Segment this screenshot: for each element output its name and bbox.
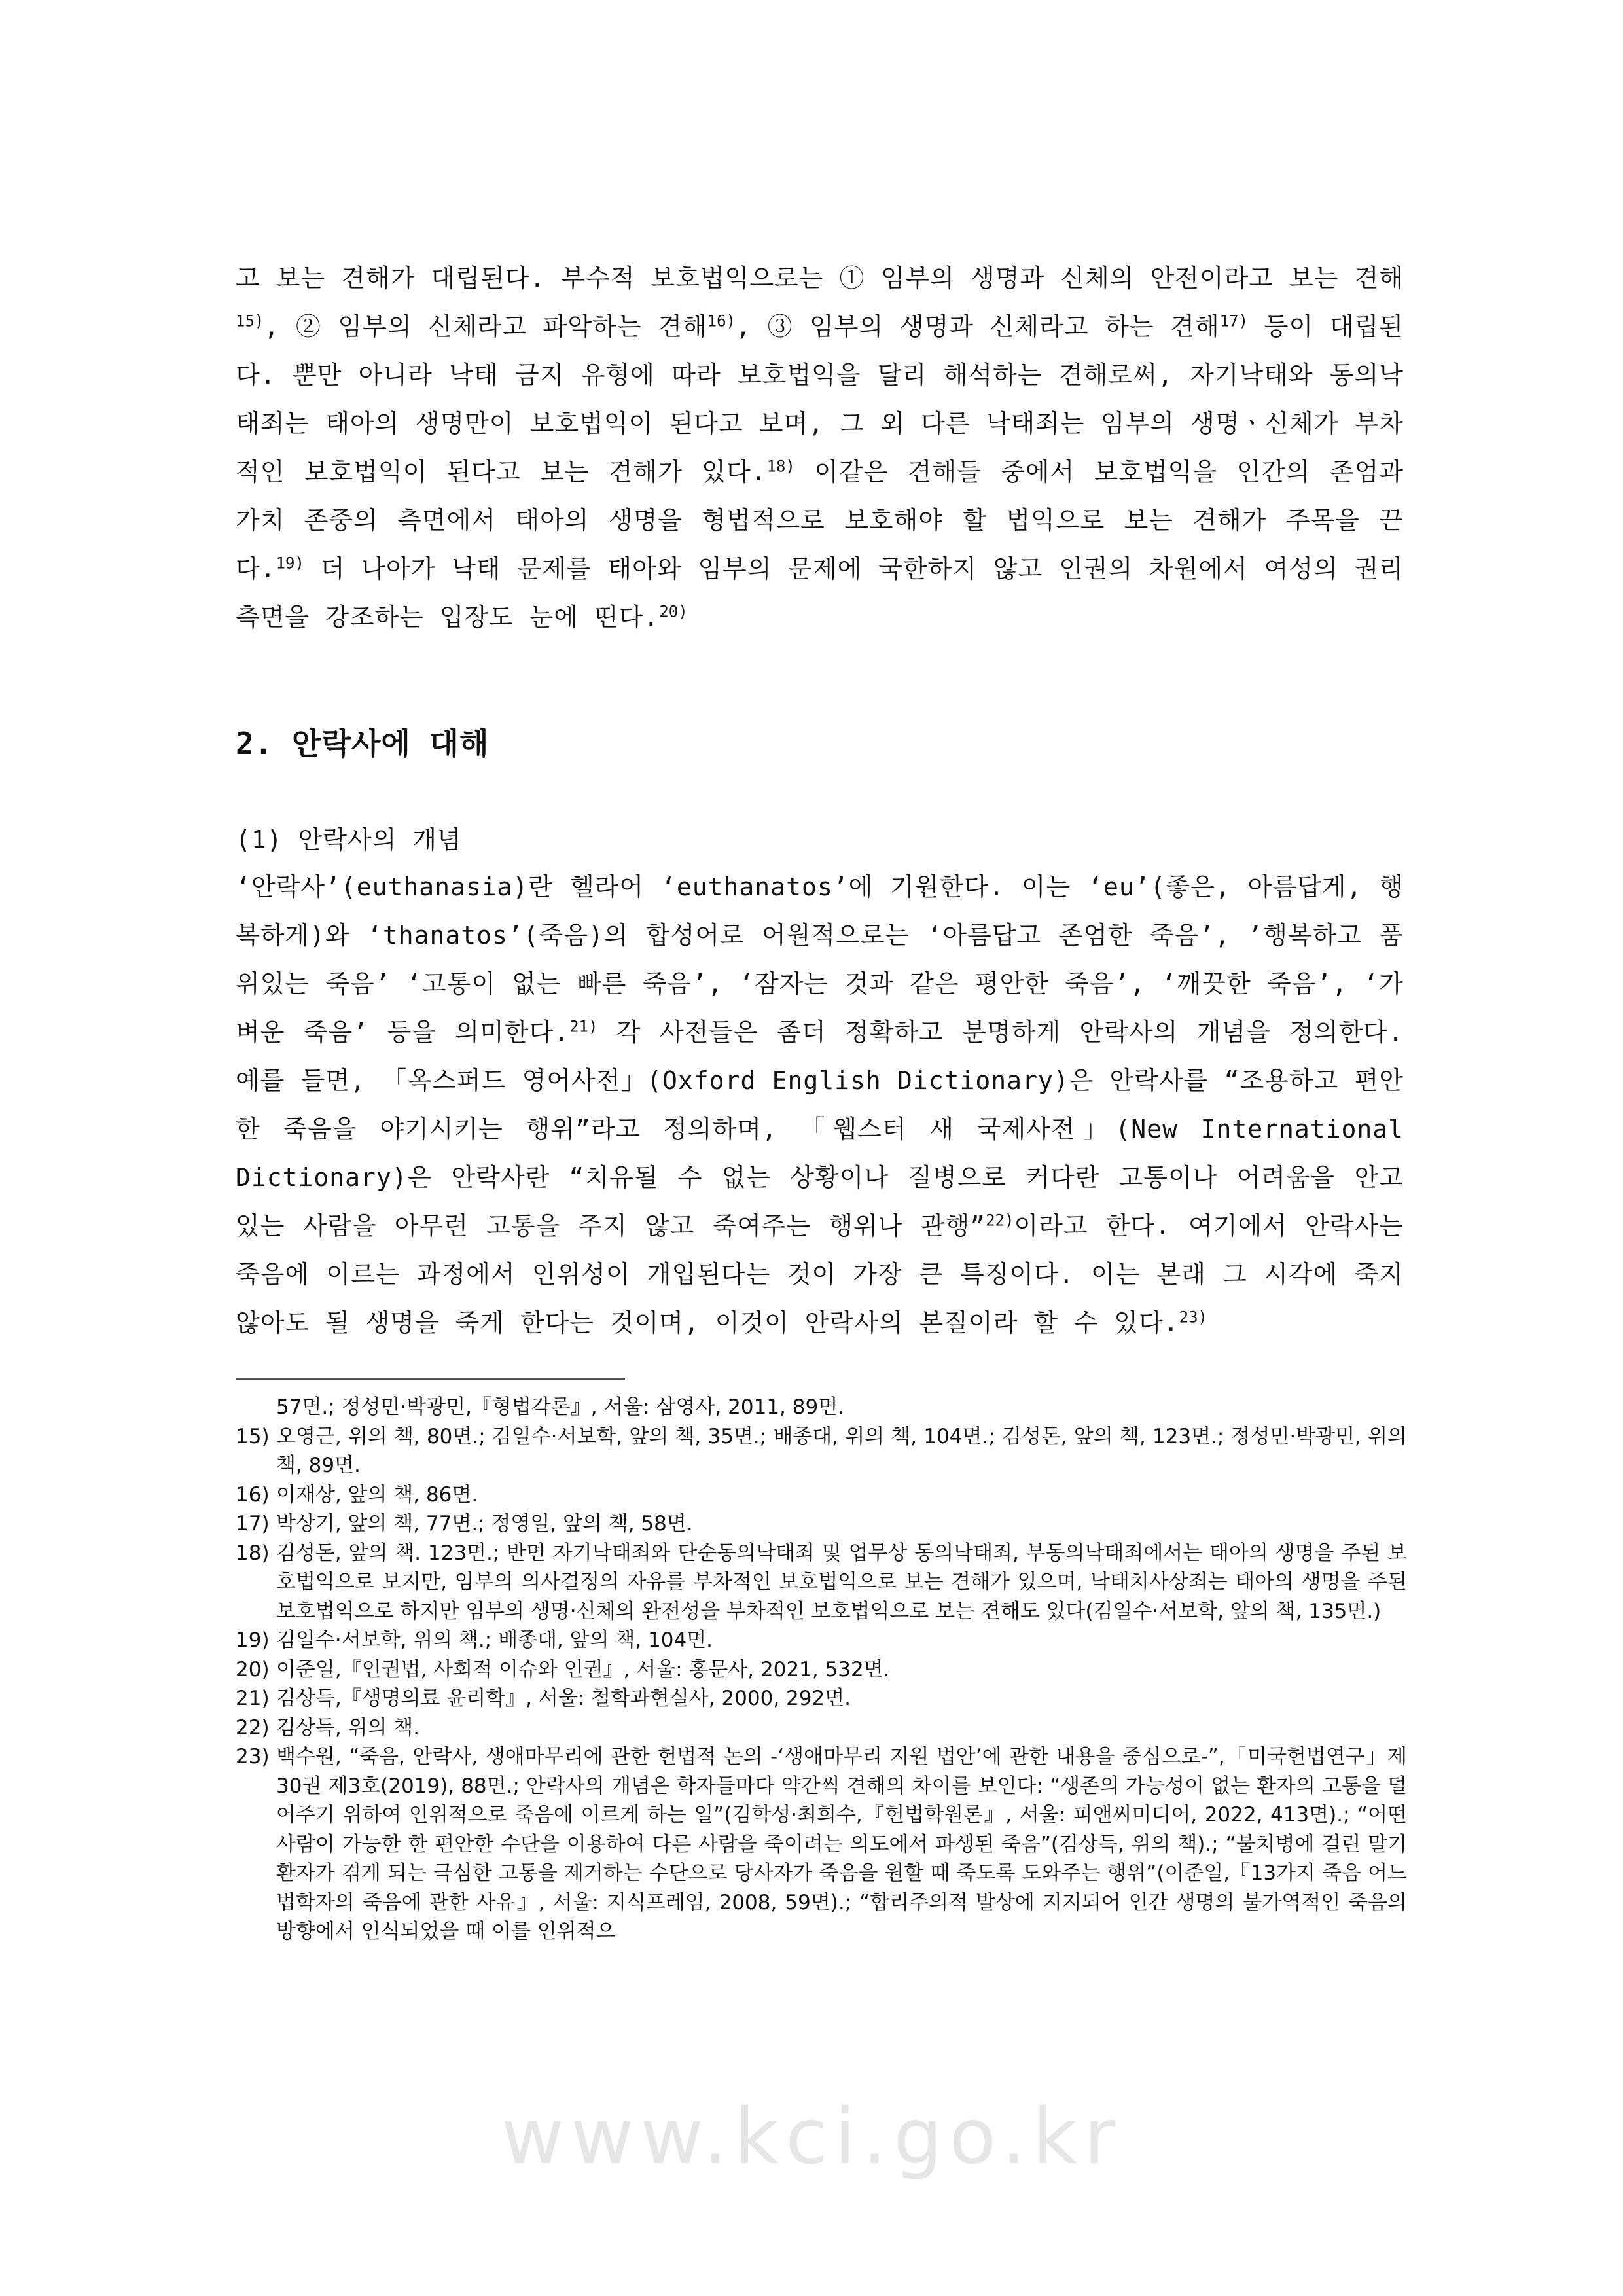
footnote-ref[interactable]: 21) (569, 1017, 598, 1036)
footnote-ref[interactable]: 20) (659, 602, 688, 621)
paragraph-text: ‘안락사’(euthanasia)란 헬라어 ‘euthanatos’에 기원한다. 이는 ‘eu’(좋은, 아름답게, 행복하게)와 ‘thanatos’(죽음)의 합성어로 어원적으로는 ‘아름답고 존엄한 죽음’, ’행복하고 품위있는 죽음’ ‘고통이 없는 빠른 죽음’, ‘잠자는 것과 같은 평안한 죽음’, ‘깨끗한 죽음’, ‘가벼운 죽음’ 등을 의미한다. (236, 872, 1404, 1047)
footnote-ref[interactable]: 22) (986, 1211, 1014, 1230)
footnote (236, 1684, 1407, 1713)
paragraph-text: 고 보는 견해가 대립된다. 부수적 보호법익으로는 ① 임부의 생명과 신체의 안전이라고 보는 견해 (236, 264, 1404, 293)
section-heading: 2. 안락사에 대해 (236, 726, 490, 761)
subsection-heading: (1) 안락사의 개념 (236, 825, 462, 854)
paragraph-text: 이라고 한다. 여기에서 안락사는 죽음에 이르는 과정에서 인위성이 개입된다는 것이 가장 큰 특징이다. 이는 본래 그 시각에 죽지 않아도 될 생명을 죽게 한다는 것이며, 이것이 안락사의 본질이라 할 수 있다. (236, 1211, 1404, 1337)
footnote (236, 1655, 1407, 1685)
footnote-ref[interactable]: 16) (707, 312, 736, 331)
body-paragraph (236, 863, 1404, 1347)
footnote-number: 18) (236, 1541, 270, 1565)
footnote-text: 박상기, 앞의 책, 77면.; 정영일, 앞의 책, 58면. (276, 1512, 693, 1535)
footnote-number: 17) (236, 1512, 270, 1535)
paragraph-text: , ② 임부의 신체라고 파악하는 견해 (264, 312, 707, 341)
paragraph-text: , ③ 임부의 생명과 신체라고 하는 견해 (736, 312, 1220, 341)
body-paragraph (236, 254, 1404, 641)
footnote-text: 김일수·서보학, 위의 책.; 배종대, 앞의 책, 104면. (276, 1628, 713, 1652)
footnote-carryover: 57면.; 정성민·박광민,『형법각론』, 서울: 삼영사, 2011, 89면. (276, 1395, 845, 1419)
footnote (236, 1422, 1407, 1480)
footnote-ref[interactable]: 18) (766, 457, 795, 476)
footnote-text: 백수원, “죽음, 안락사, 생애마무리에 관한 헌법적 논의 -‘생애마무리 지원 법안’에 관한 내용을 중심으로-”,「미국헌법연구」제30권 제3호(2019), 88면.; 안락사의 개념은 학자들마다 약간씩 견해의 차이를 보인다: “생존의 가능성이 없는 환자의 고통을 덜어주기 위하여 인위적으로 죽음에 이르게 하는 일”(김학성·최희수,『헌법학원론』, 서울: 피앤씨미디어, 2022, 413면).; “어떤 사람이 가능한 한 편안한 수단을 이용하여 다른 사람을 죽이려는 의도에서 파생된 죽음”(김상득, 위의 책).; “불치병에 걸린 말기 환자가 겪게 되는 극심한 고통을 제거하는 수단으로 당사자가 죽음을 원할 때 죽도록 도와주는 행위”(이준일,『13가지 죽음 어느 법학자의 죽음에 관한 사유』, 서울: 지식프레임, 2008, 59면).; “합리주의적 발상에 지지되어 인간 생명의 불가역적인 죽음의 방향에서 인식되었을 때 이를 인위적으 (276, 1745, 1407, 1943)
footnote-number: 22) (236, 1715, 270, 1740)
footnote (236, 1742, 1407, 1946)
paragraph-text: 등이 대립된다. 뿐만 아니라 낙태 금지 유형에 따라 보호법익을 달리 해석하는 견해로써, 자기낙태와 동의낙태죄는 태아의 생명만이 보호법익이 된다고 보며, 그 외 다른 낙태죄는 임부의 생명ㆍ신체가 부차적인 보호법익이 된다고 보는 견해가 있다. (236, 312, 1404, 486)
footnote-text: 김상득, 위의 책. (276, 1715, 420, 1740)
paragraph-text: 이같은 견해들 중에서 보호법익을 인간의 존엄과 가치 존중의 측면에서 태아의 생명을 형법적으로 보호해야 할 법익으로 보는 견해가 주목을 끈다. (236, 457, 1404, 583)
footnote-ref[interactable]: 17) (1219, 312, 1249, 331)
footnote (236, 1539, 1407, 1626)
footnote-number: 21) (236, 1687, 270, 1710)
footnotes (236, 1393, 1407, 1946)
footnote (236, 1480, 1407, 1510)
footnote-ref[interactable]: 23) (1179, 1308, 1208, 1327)
paragraph-text: 더 나아가 낙태 문제를 태아와 임부의 문제에 국한하지 않고 인권의 차원에서 여성의 권리 측면을 강조하는 입장도 눈에 띤다. (236, 554, 1404, 632)
footnote-text: 이준일,『인권법, 사회적 이슈와 인권』, 서울: 홍문사, 2021, 532면. (276, 1657, 890, 1681)
paragraph-text: 각 사전들은 좀더 정확하고 분명하게 안락사의 개념을 정의한다. 예를 들면, 「옥스퍼드 영어사전」(Oxford English Dictionary)은 안락사를 “조용하고 편안한 죽음을 야기시키는 행위”라고 정의하며, 「웹스터 새 국제사전」(New International Dictionary)은 안락사란 “치유될 수 없는 상황이나 질병으로 커다란 고통이나 어려움을 안고 있는 사람을 아무런 고통을 주지 않고 죽여주는 행위나 관행” (236, 1018, 1404, 1240)
footnote (236, 1509, 1407, 1539)
footnote (236, 1713, 1407, 1743)
footnote-text: 이재상, 앞의 책, 86면. (276, 1482, 478, 1507)
footnote-ref[interactable]: 19) (276, 554, 304, 573)
footnote-number: 15) (236, 1424, 270, 1448)
watermark: www.kci.go.kr (501, 2091, 1122, 2181)
footnote (236, 1626, 1407, 1655)
footnote-text: 김상득,『생명의료 윤리학』, 서울: 철학과현실사, 2000, 292면. (276, 1687, 851, 1710)
footnote-text: 김성돈, 앞의 책. 123면.; 반면 자기낙태죄와 단순동의낙태죄 및 업무상 동의낙태죄, 부동의낙태죄에서는 태아의 생명을 주된 보호법익으로 보지만, 임부의 의사결정의 자유를 부차적인 보호법익으로 보는 견해가 있으며, 낙태치사상죄는 태아의 생명을 주된 보호법익으로 하지만 임부의 생명·신체의 완전성을 부차적인 보호법익으로 보는 견해도 있다(김일수·서보학, 앞의 책, 135면.) (276, 1541, 1407, 1623)
footnote-number: 20) (236, 1657, 270, 1681)
footnote-text: 오영근, 위의 책, 80면.; 김일수·서보학, 앞의 책, 35면.; 배종대, 위의 책, 104면.; 김성돈, 앞의 책, 123면.; 정성민·박광민, 위의 책, 89면. (276, 1424, 1407, 1477)
footnote-number: 23) (236, 1745, 270, 1768)
footnote-divider (236, 1378, 625, 1380)
footnote-ref[interactable]: 15) (236, 312, 264, 331)
footnote-number: 19) (236, 1628, 270, 1652)
footnote-number: 16) (236, 1482, 270, 1507)
